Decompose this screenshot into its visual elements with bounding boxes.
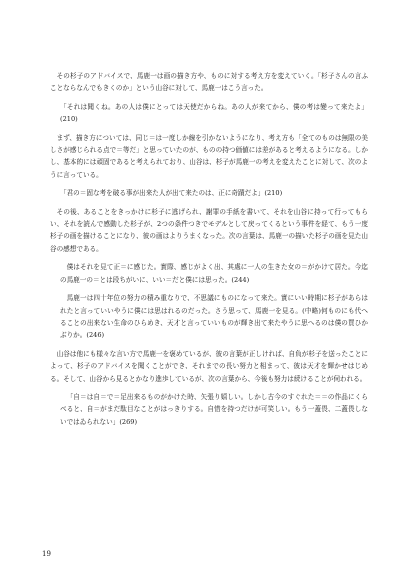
body-paragraph: まず、描き方については、同じ＝は一度しか線を引かないようになり、考え方も「全てのものは無限の美しさが感じられる点で＝等だ」と思っていたのが、ものの持つ価値には差があると考えるようになる。しかし、基本的には頑固であると考えられており、山谷は、杉子が馬鹿一の考えを変えたことに対して、次のように言っている。 — [50, 133, 368, 179]
block-quote: 「それは聞くね。あの人は僕にとっては天使だからね。あの人が来てから、僕の考は變って来たよ」(210) — [60, 102, 368, 124]
body-paragraph: その杉子のアドバイスで、馬鹿一は画の描き方や、ものに対する考え方を変えていく。「杉子さんの言ふことならなんでもきくのか」という山谷に対して、馬鹿一はこう言った。 — [50, 72, 368, 93]
page-number: 19 — [42, 550, 51, 558]
document-body — [50, 70, 368, 434]
block-quote: 「自＝は自＝で＝足出来るものがかけた時、矢張り嬉しい。しかし古今のすぐれた＝＝の作品にくらべると、自＝がまだ駄目なことがはっきりする。自惜を持つだけが可笑しい。もう一蓋畏、二蓋畏しないではゐられない」(269) — [60, 392, 368, 426]
block-quote: 「君の＝固な考を破る事が出来た人が出て来たのは、正に奇蹟だよ」(210) — [60, 189, 283, 198]
body-paragraph: その後、あることをきっかけに杉子に逃げられ、謝罪の手紙を書いて、それを山谷に持って行ってもらい、それを読んで感動した杉子が、2つの条件つきでモデルとして戻ってくるという事件を経て、もう一度杉子の画を描けることになり、彼の画はよりうまくなった。次の言葉は、馬鹿一の描いた杉子の画を見た山谷の感想である。 — [50, 207, 368, 253]
body-paragraph: 山谷は他にも様々な言い方で馬鹿一を褒めているが、彼の言葉が正しければ、自負が杉子を送ったことによって、杉子のアドバイスを聞くことができ、それまでの長い努力と相まって、彼は天才を輝かせはじめる。そして、山谷から見るとかなり進歩しているが、次の言葉から、今後も努力は続けることが伺われる。 — [50, 349, 368, 383]
block-quote: 僕はそれを見て正＝に感じた。實際、感じがよく出、其處に一人の生きた女の＝がかけて居た。今迄の馬鹿一の＝とは段ちがいに、いい＝だと僕には思った。(244) — [60, 263, 368, 284]
block-quote: 馬鹿一は四十年位の努力の積み重なりで、不思議にものになって来た。實にいい時期に杉子があらはれたと言っていいやうに僕には思はれるのだった。さう思って、馬鹿一を見る。(中略)何ものにも代へることの出来ない生命のひらめき、天才と言っていいものが輝き出て来たやうに思へるのは僕の買ひかぶりか。(246) — [60, 294, 368, 340]
